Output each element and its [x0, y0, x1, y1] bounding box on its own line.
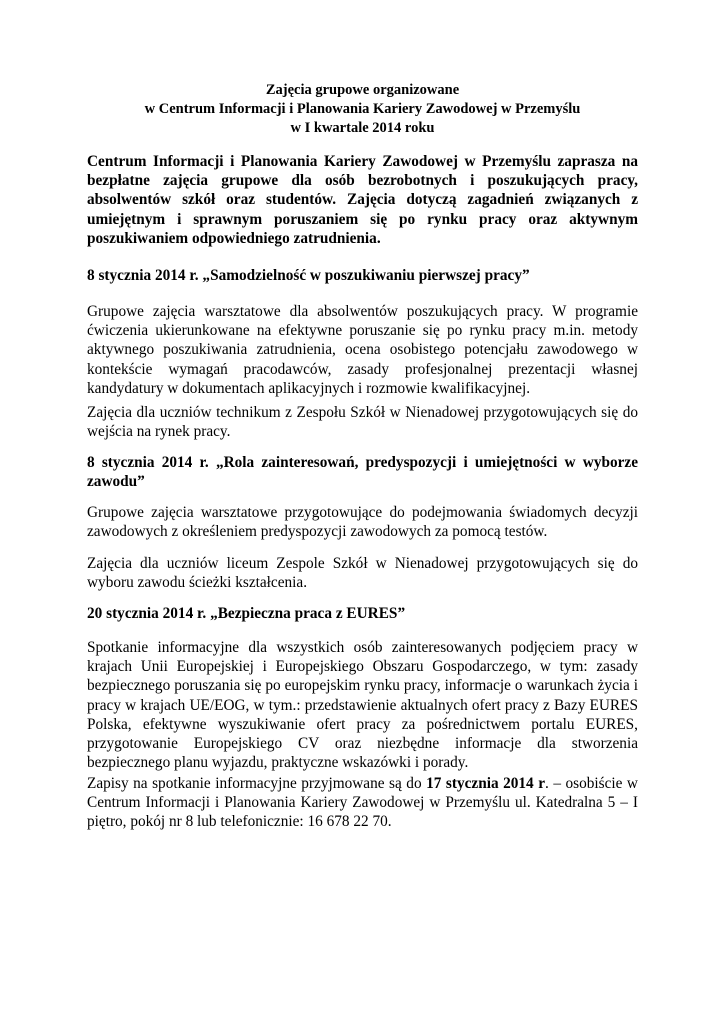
section-2-audience: Zajęcia dla uczniów liceum Zespole Szkół w Nienadowej przygotowujących się do wyboru zawodu ścieżki kształcenia.: [87, 555, 638, 592]
section-1-audience: Zajęcia dla uczniów technikum z Zespołu Szkół w Nienadowej przygotowujących się do wejścia na rynek pracy.: [87, 404, 638, 441]
registration-paragraph: [87, 774, 638, 832]
section-2-heading: 8 stycznia 2014 r. „Rola zainteresowań, predyspozycji i umiejętności w wyborze zawodu”: [87, 454, 638, 491]
section-1-description: Grupowe zajęcia warsztatowe dla absolwentów poszukujących pracy. W programie ćwiczenia ukierunkowane na efektywne poruszanie się po rynku pracy m.in. metody aktywnego poszukiwania zatrudnienia, ocena osobistego potencjału zawodowego w kontekście wymagań pracodawców, zasady profesjonalnej prezentacji własnej kandydatury w dokumentach aplikacyjnych i rozmowie kwalifikacyjnej.: [87, 303, 638, 397]
registration-deadline: 17 stycznia 2014 r: [426, 775, 545, 792]
registration-text-before: Zapisy na spotkanie informacyjne przyjmowane są do: [87, 775, 427, 792]
title-line-2: w Centrum Informacji i Planowania Kariery Zawodowej w Przemyślu: [144, 101, 581, 117]
section-3-heading: 20 stycznia 2014 r. „Bezpieczna praca z EURES”: [87, 605, 406, 622]
document-title: [87, 81, 638, 138]
section-1-heading: 8 stycznia 2014 r. „Samodzielność w poszukiwaniu pierwszej pracy”: [87, 267, 530, 284]
section-3-description: Spotkanie informacyjne dla wszystkich osób zainteresowanych podjęciem pracy w krajach Unii Europejskiej i Europejskiego Obszaru Gospodarczego, w tym: zasady bezpiecznego poruszania się po europejskim rynku pracy, informacje o warunkach życia i pracy w krajach UE/EOG, w tym.: przedstawienie aktualnych ofert pracy z Bazy EURES Polska, efektywne wyszukiwanie ofert pracy za pośrednictwem portalu EURES, przygotowanie Europejskiego CV oraz niezbędne informacje dla stworzenia bezpiecznego planu wyjazdu, praktyczne wskazówki i porady.: [87, 639, 638, 772]
title-line-1: Zajęcia grupowe organizowane: [265, 82, 460, 98]
title-line-3: w I kwartale 2014 roku: [290, 120, 435, 136]
intro-paragraph: Centrum Informacji i Planowania Kariery Zawodowej w Przemyślu zaprasza na bezpłatne zajęcia grupowe dla osób bezrobotnych i poszukujących pracy, absolwentów szkół oraz studentów. Zajęcia dotyczą zagadnień związanych z umiejętnym i sprawnym poruszaniem się po rynku pracy oraz aktywnym poszukiwaniem odpowiedniego zatrudnienia.: [87, 153, 638, 247]
registration-text-after: . – osobiście w Centrum Informacji i Planowania Kariery Zawodowej w Przemyślu ul. Katedralna 5 – I piętro, pokój nr 8 lub telefonicznie: 16 678 22 70.: [87, 775, 638, 831]
section-2-description: Grupowe zajęcia warsztatowe przygotowujące do podejmowania świadomych decyzji zawodowych z określeniem predyspozycji zawodowych za pomocą testów.: [87, 504, 638, 541]
